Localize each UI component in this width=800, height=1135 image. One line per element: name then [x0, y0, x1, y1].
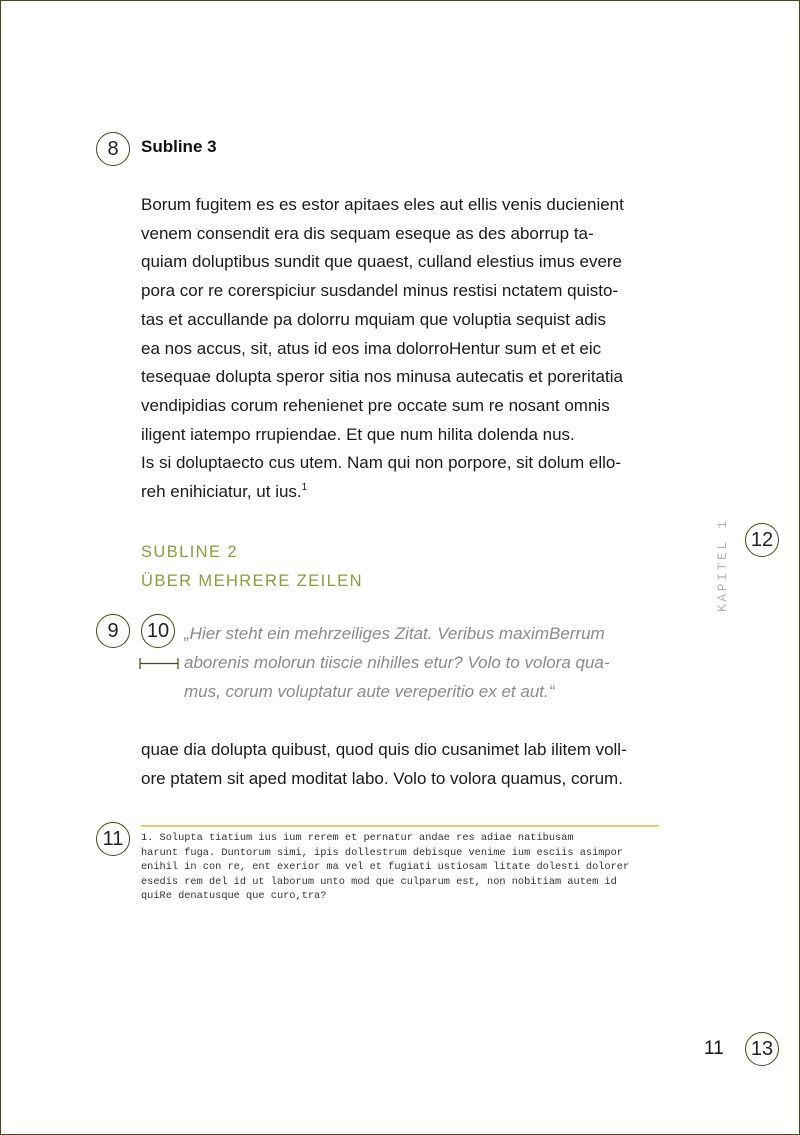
- subline-2-line-1: SUBLINE 2: [141, 543, 238, 561]
- subline-2-heading: [141, 538, 363, 596]
- annotation-marker-9: 9: [96, 614, 130, 648]
- body-paragraph-2: quae dia dolupta quibust, quod quis dio cusanimet lab ilitem voll- ore ptatem sit aped moditat labo. Volo to volora quamus, corum.: [141, 740, 627, 788]
- block-quote: „Hier steht ein mehrzeiliges Zitat. Veribus maximBerrum aborenis molorun tiiscie nihilles etur? Volo to volora qua- mus, corum voluptatur aute vereperitio ex et aut.“: [184, 624, 610, 701]
- subline-2-line-2: ÜBER MEHRERE ZEILEN: [141, 572, 363, 590]
- footnote-reference: 1: [301, 482, 308, 494]
- page-number: 11: [704, 1038, 724, 1059]
- annotation-marker-13: 13: [745, 1032, 779, 1066]
- footnote-text: 1. Solupta tiatium ius ium rerem et pernatur andae res adiae natibusam harunt fuga. Duntorum simi, ipis dollestrum debisque venime ium esciis asimpor enihil in con re, ent exerior ma vel et fugiati ustiosam litate dolesti dolorer esedis rem del id ut laborum unto mod que culparum est, non nobitiam autem id quiRe denatusque que curo,tra?: [141, 832, 630, 903]
- footnote-rule: [141, 825, 659, 827]
- paragraph-1-text: Borum fugitem es es estor apitaes eles aut ellis venis ducienient venem consendit era dis sequam eseque as des aborrup ta- quiam doluptibus sundit que quaest, culland elestius imus evere pora cor re corerspiciur susdandel minus restisi nctatem quisto- tas et accullande pa dolorru mquiam que voluptia sequist adis ea nos accus, sit, atus id eos ima dolorroHentur sum et et eic tesequae dolupta speror sitia nos minusa autecatis et poreritatia vendipidias corum rehenienet pre occate sum re nosant omnis iligent iatempo rrupiendae. Et que num hilita dolenda nus. Is si doluptaecto cus utem. Nam qui non porpore, sit dolum ello- reh enihiciatur, ut ius.: [141, 195, 624, 502]
- chapter-label: KAPITEL 1: [715, 518, 730, 612]
- annotation-marker-8: 8: [96, 132, 130, 166]
- annotation-marker-12: 12: [745, 523, 779, 557]
- annotation-marker-11: 11: [96, 822, 130, 856]
- body-paragraph-1: [141, 191, 671, 507]
- indent-measure-icon: [139, 658, 179, 669]
- annotation-marker-10: 10: [141, 614, 175, 648]
- subline-3-heading: Subline 3: [141, 137, 217, 156]
